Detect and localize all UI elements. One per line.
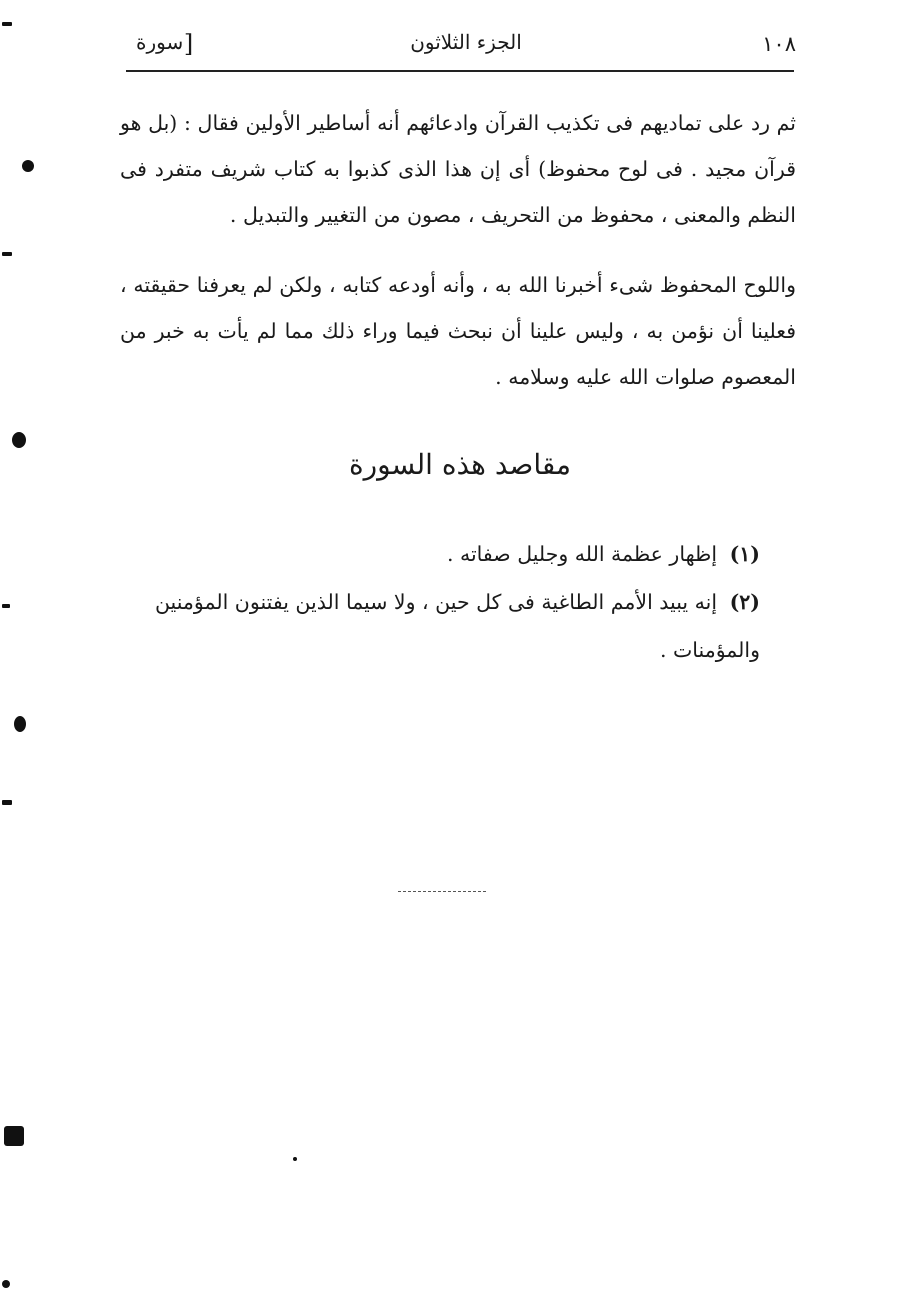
scan-speck bbox=[2, 1280, 10, 1288]
objective-text: إنه يبيد الأمم الطاغية فى كل حين ، ولا سيما الذين يفتنون المؤمنين والمؤمنات . bbox=[154, 590, 760, 662]
scan-speck bbox=[2, 252, 12, 256]
scan-speck bbox=[14, 716, 26, 732]
page-number: ١٠٨ bbox=[762, 32, 796, 56]
scan-speck bbox=[2, 604, 10, 608]
paragraph-2: واللوح المحفوظ شىء أخبرنا الله به ، وأنه أودعه كتابه ، ولكن لم يعرفنا حقيقته ، فعلينا أن نؤمن به ، وليس علينا أن نبحث فيما وراء ذلك مما لم يأت به خبر من المعصوم صلوات الله عليه وسلامه . bbox=[120, 273, 796, 389]
objectives-list bbox=[120, 530, 760, 674]
scan-speck bbox=[12, 432, 26, 448]
page-header bbox=[126, 28, 796, 68]
objective-number: (٢) bbox=[729, 590, 760, 614]
scan-speck bbox=[293, 1157, 297, 1161]
surah-label-text: سورة bbox=[136, 30, 184, 54]
section-heading: مقاصد هذه السورة bbox=[348, 448, 572, 481]
section-separator bbox=[398, 891, 486, 892]
surah-bracket: [ bbox=[183, 30, 194, 58]
scan-speck bbox=[22, 160, 34, 172]
objective-item-2 bbox=[120, 578, 760, 674]
objective-number: (١) bbox=[729, 542, 760, 566]
juz-title: الجزء الثلاثون bbox=[410, 30, 522, 54]
scan-speck bbox=[4, 1126, 24, 1146]
objective-text: إظهار عظمة الله وجليل صفاته . bbox=[446, 542, 718, 566]
header-rule bbox=[126, 70, 794, 72]
scan-speck bbox=[2, 22, 12, 26]
paragraph-1: ثم رد على تماديهم فى تكذيب القرآن وادعائهم أنه أساطير الأولين فقال : (بل هو قرآن مجيد . فى لوح محفوظ) أى إن هذا الذى كذبوا به كتاب شريف متفرد فى النظم والمعنى ، محفوظ من التحريف ، مصون من التغيير والتبديل . bbox=[120, 111, 796, 227]
objective-item-1 bbox=[120, 530, 760, 578]
surah-label bbox=[136, 30, 194, 58]
scan-speck bbox=[2, 800, 12, 805]
